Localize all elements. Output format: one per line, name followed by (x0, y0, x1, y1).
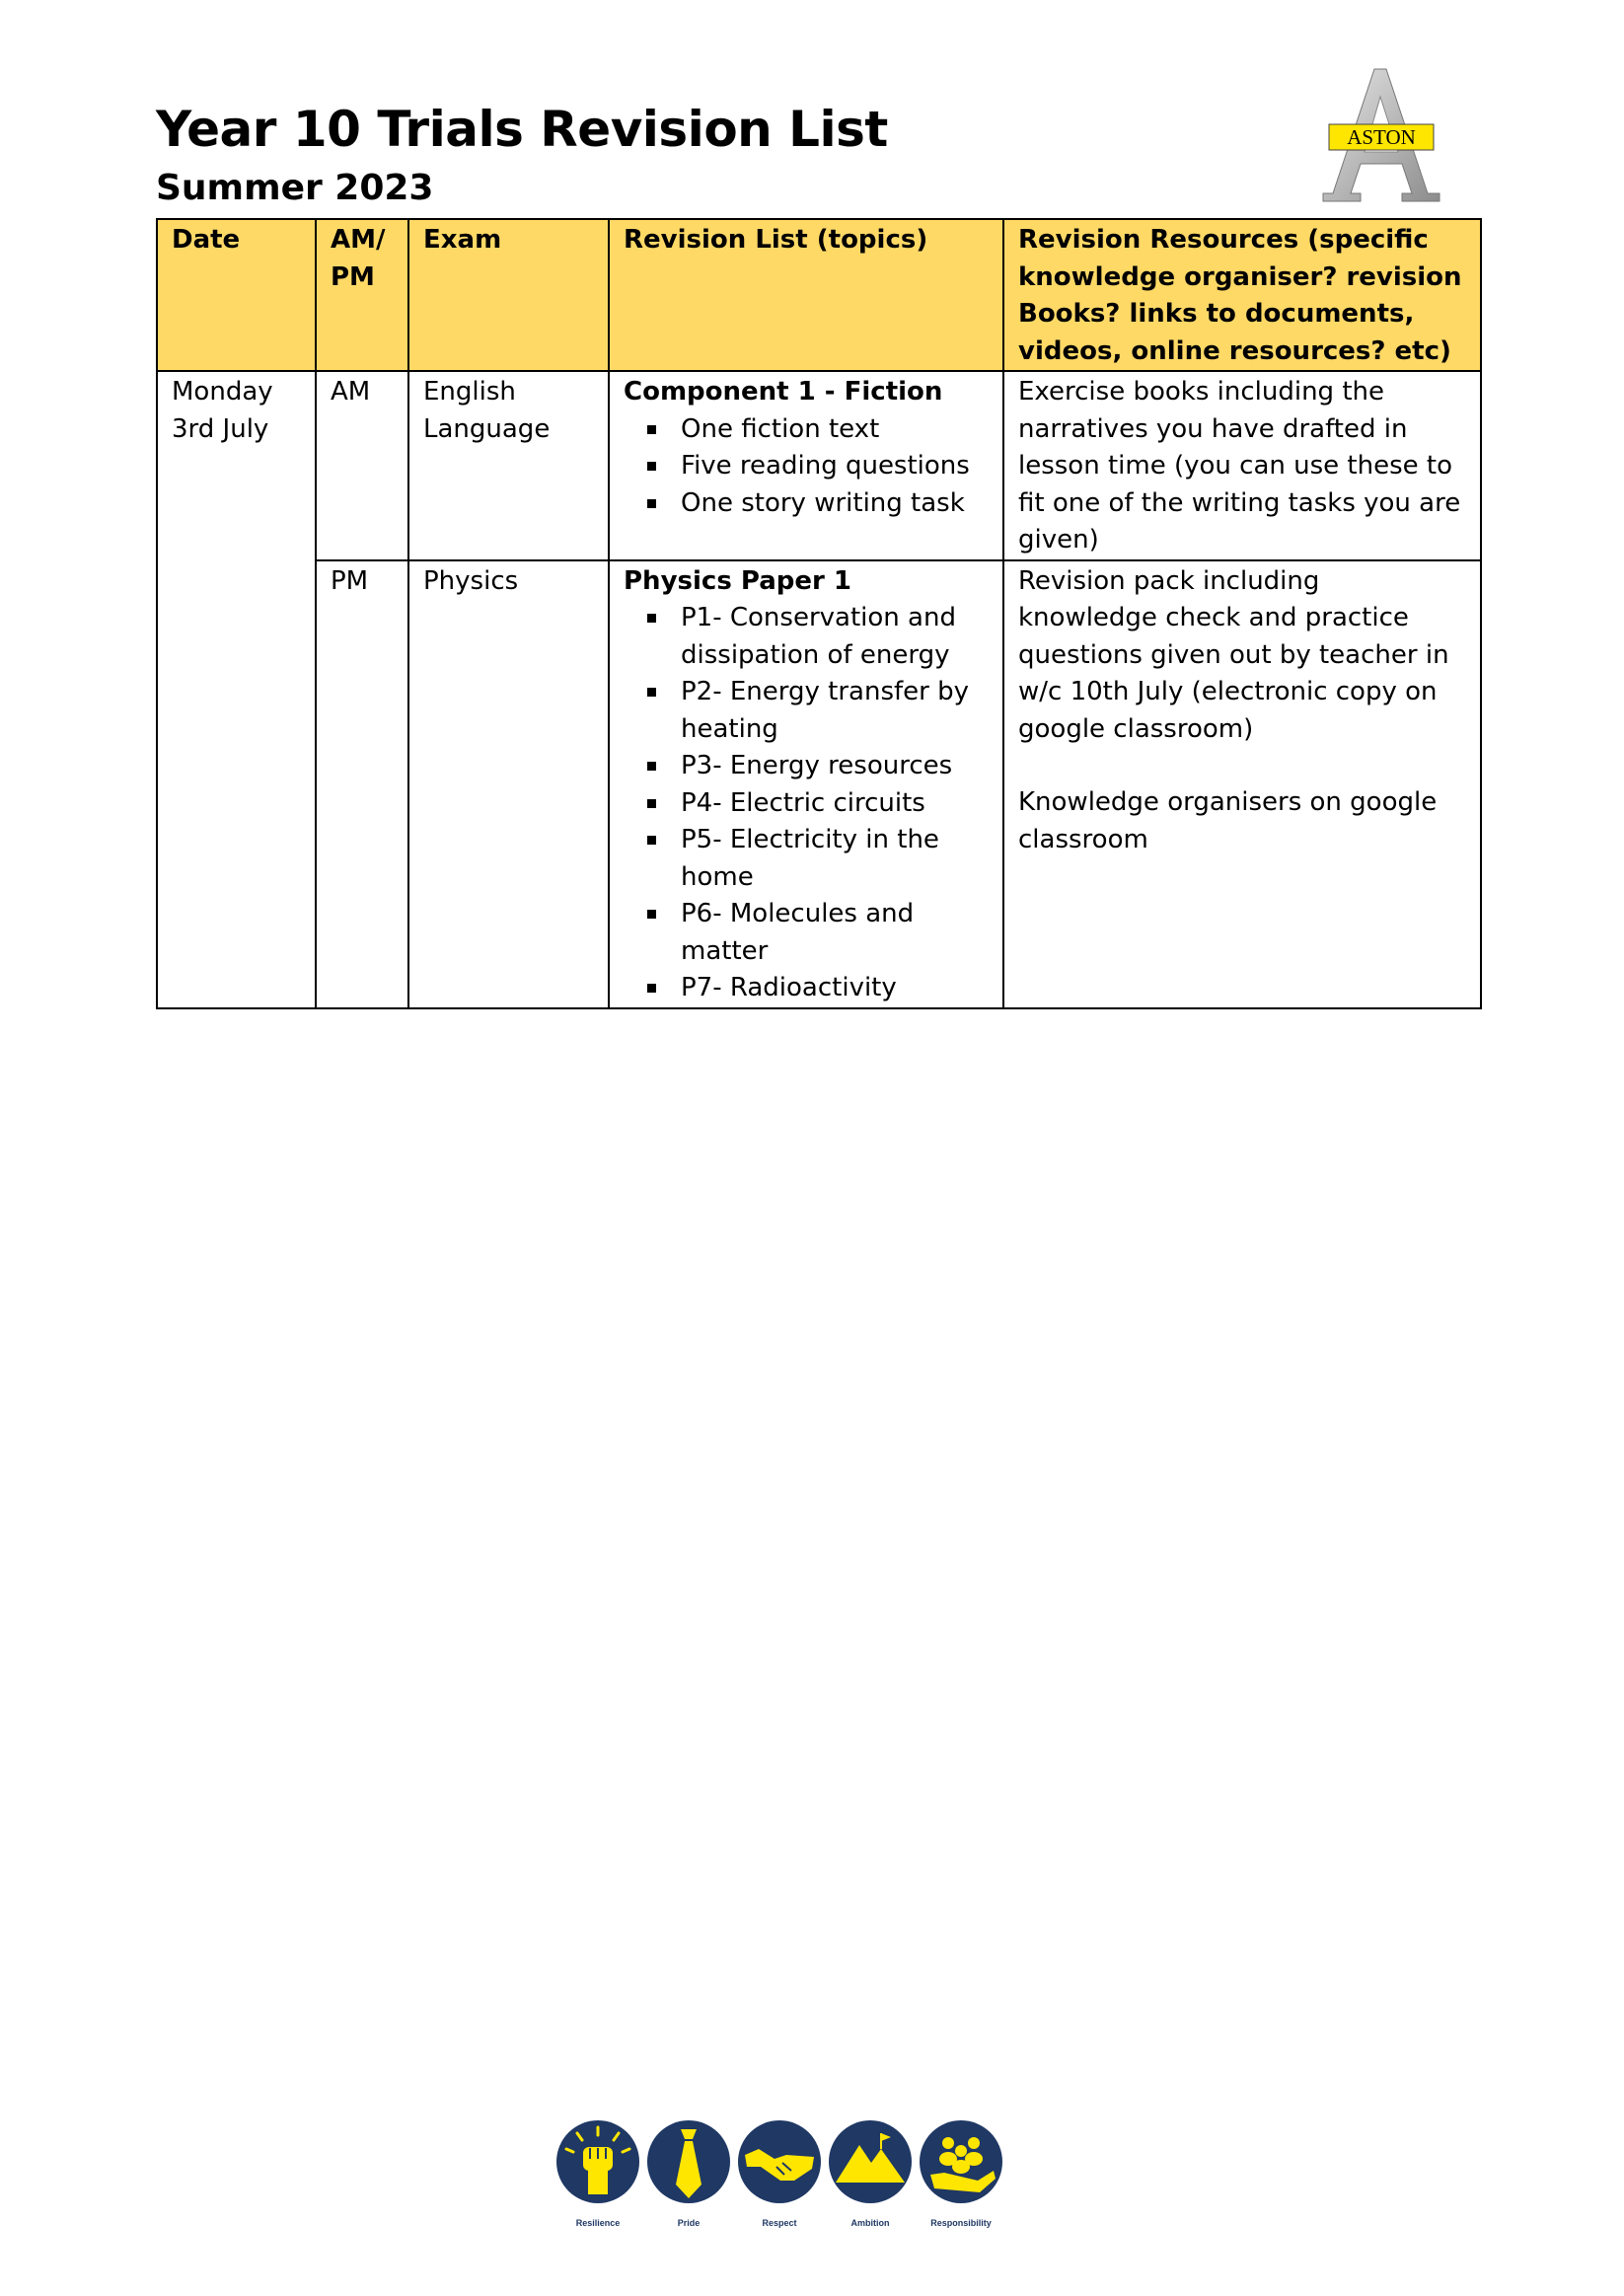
list-item: P3- Energy resources (624, 748, 989, 785)
value-responsibility (916, 2119, 1006, 2228)
resource-text: Revision pack including knowledge check and practice questions given out by teacher in w/c 10th July (electronic copy on google classroom) (1018, 565, 1449, 744)
resource-text: Knowledge organisers on google classroom (1018, 787, 1438, 854)
handshake-icon (737, 2119, 822, 2204)
page-title: Year 10 Trials Revision List (156, 101, 888, 158)
column-header: Date (157, 219, 316, 371)
fist-icon (555, 2119, 640, 2204)
list-item: P2- Energy transfer by heating (624, 674, 989, 748)
logo-text: ASTON (1347, 125, 1416, 149)
date-cell: Monday 3rd July (157, 371, 316, 1008)
topics-heading: Physics Paper 1 (624, 565, 851, 596)
revision-table (156, 218, 1482, 1009)
school-values-footer (553, 2119, 1006, 2238)
list-item: P7- Radioactivity (624, 970, 989, 1007)
list-item: P4- Electric circuits (624, 785, 989, 823)
value-label: Pride (677, 2218, 701, 2228)
value-label: Ambition (850, 2218, 890, 2228)
column-header: Exam (408, 219, 609, 371)
value-respect (734, 2119, 825, 2228)
column-header: AM/ PM (316, 219, 408, 371)
value-resilience (553, 2119, 643, 2228)
people-care-icon (919, 2119, 1003, 2204)
tie-icon (646, 2119, 731, 2204)
topics-cell (609, 371, 1003, 560)
table-header-row (157, 219, 1481, 371)
topics-list (624, 411, 989, 523)
resources-cell (1003, 560, 1481, 1008)
list-item: One story writing task (624, 485, 989, 523)
list-item: One fiction text (624, 411, 989, 449)
topics-list (624, 600, 989, 1007)
session-cell: PM (316, 560, 408, 1008)
topics-heading: Component 1 - Fiction (624, 377, 943, 407)
topics-cell (609, 560, 1003, 1008)
table-row (157, 560, 1481, 1008)
session-cell: AM (316, 371, 408, 560)
exam-cell: Physics (408, 560, 609, 1008)
value-pride (643, 2119, 734, 2228)
value-label: Responsibility (930, 2218, 992, 2228)
resource-text: Exercise books including the narratives you have drafted in lesson time (you can use these to fit one of the writing tasks you are given) (1018, 377, 1461, 555)
list-item: P1- Conservation and dissipation of energy (624, 600, 989, 674)
resources-cell (1003, 371, 1481, 560)
page-subtitle: Summer 2023 (156, 168, 434, 208)
mountain-icon (828, 2119, 913, 2204)
list-item: Five reading questions (624, 448, 989, 485)
value-ambition (825, 2119, 916, 2228)
value-label: Respect (762, 2218, 797, 2228)
table-row (157, 371, 1481, 560)
column-header: Revision Resources (specific knowledge organiser? revision Books? links to documents, videos, online resources? etc) (1003, 219, 1481, 371)
column-header: Revision List (topics) (609, 219, 1003, 371)
aston-logo (1317, 67, 1445, 205)
exam-cell: English Language (408, 371, 609, 560)
value-label: Resilience (575, 2218, 621, 2228)
list-item: P6- Molecules and matter (624, 896, 989, 970)
list-item: P5- Electricity in the home (624, 822, 989, 896)
